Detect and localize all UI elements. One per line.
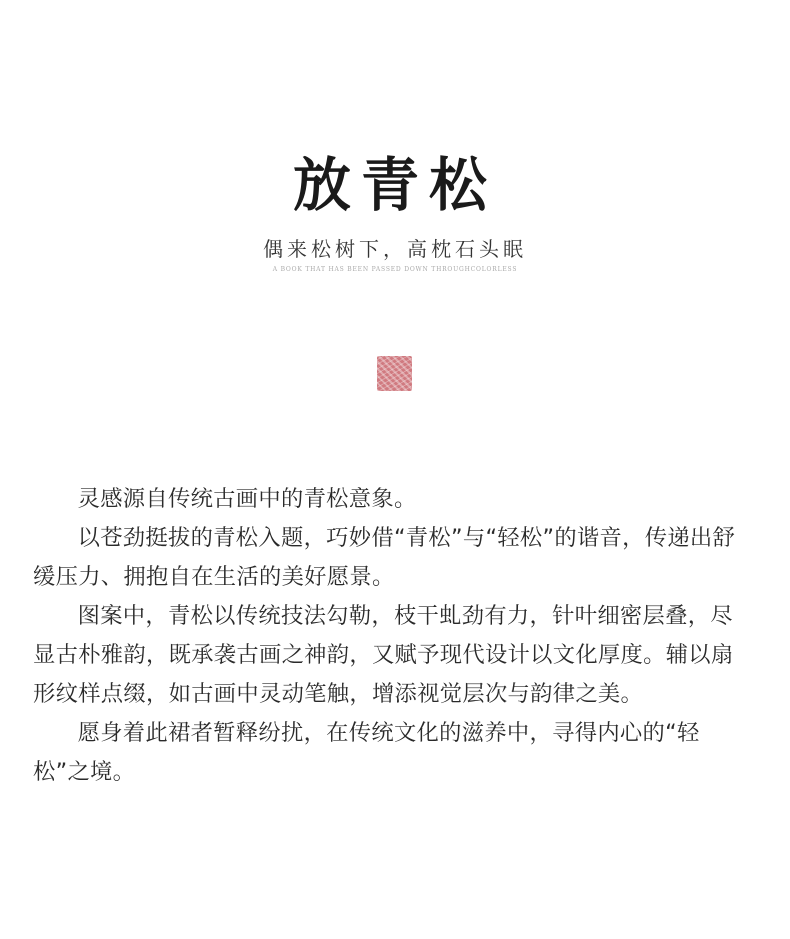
subtitle: 偶来松树下，高枕石头眠 — [263, 237, 527, 261]
description — [33, 480, 739, 792]
seal-stamp-icon — [377, 356, 412, 391]
paragraph: 以苍劲挺拔的青松入题，巧妙借“青松”与“轻松”的谐音，传递出舒缓压力、拥抱自在生活的美好愿景。 — [33, 525, 736, 590]
page-title: 放青松 — [292, 151, 497, 219]
paragraph: 图案中，青松以传统技法勾勒，枝干虬劲有力，针叶细密层叠，尽显古朴雅韵，既承袭古画之神韵，又赋予现代设计以文化厚度。辅以扇形纹样点缀，如古画中灵动笔触，增添视觉层次与韵律之美。 — [33, 603, 734, 707]
paragraph: 愿身着此裙者暂释纷扰，在传统文化的滋养中，寻得内心的“轻松”之境。 — [33, 720, 700, 785]
tagline: A BOOK THAT HAS BEEN PASSED DOWN THROUGHCOLORLESS — [272, 266, 518, 273]
paragraph: 灵感源自传统古画中的青松意象。 — [77, 486, 417, 512]
